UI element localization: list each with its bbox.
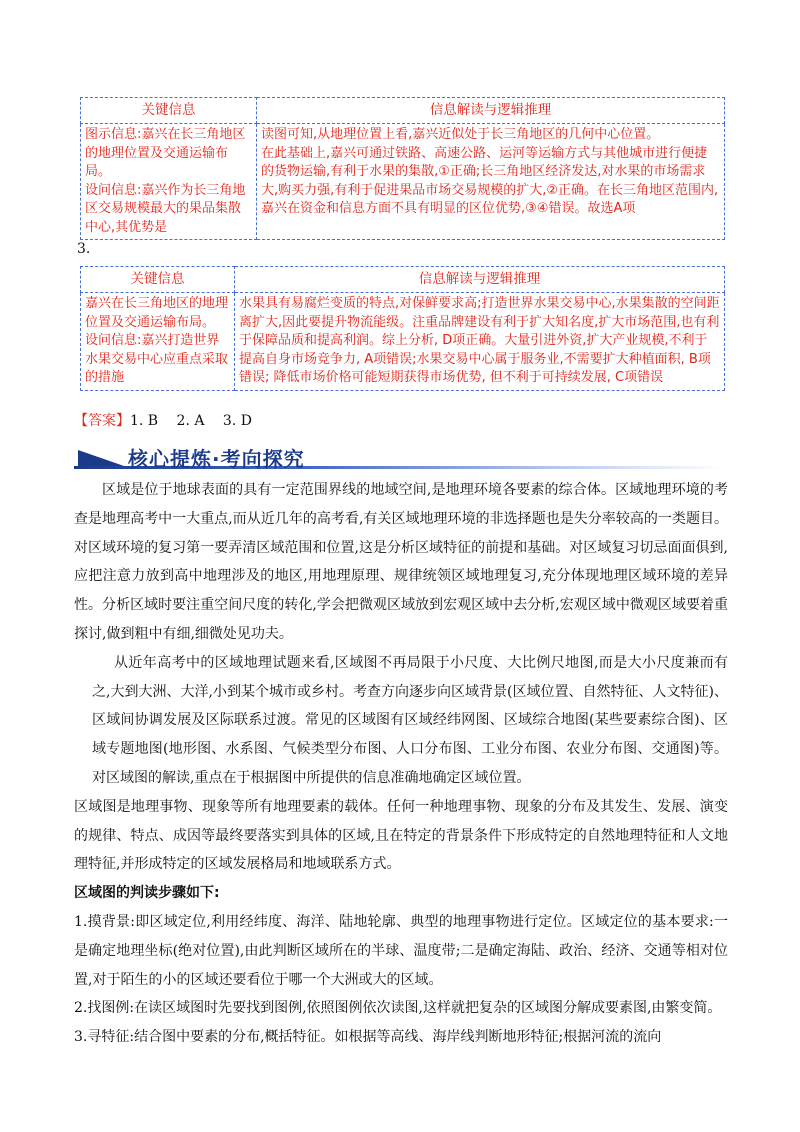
key-info-figure: 图示信息:嘉兴在长三角地区的地理位置及交通运输布局。 (85, 127, 246, 179)
paragraph-region-map: 区域图是地理事物、现象等所有地理要素的载体。任何一种地理事物、现象的分布及其发生、发展、演变的规律、特点、成因等最终要落实到具体的区域,且在特定的背景条件下形成特定的自然地理特征和人文地理特征,并形成特定的区域发展格局和地域联系方式。 (74, 798, 728, 873)
section-title: 核心提炼·考向探究 (128, 447, 305, 471)
paragraph-intro: 区域是位于地球表面的具有一定范围界线的地域空间,是地理环境各要素的综合体。区域地理环境的考查是地理高考中一大重点,而从近几年的高考看,有关区域地理环境的非选择题也是失分率较高的一类题目。对区域环境的复习第一要弄清区域范围和位置,这是分析区域特征的前提和基础。对区域复习切忌面面俱到,应把注意力放到高中地理涉及的地区,用地理原理、规律统领区域地理复习,充分体现地理区域环境的差异性。分析区域时要注重空间尺度的转化,学会把微观区域放到宏观区域中去分析,宏观区域中微观区域要着重探讨,做到粗中有细,细微处见功夫。 (74, 482, 728, 642)
article-body (74, 476, 728, 1052)
banner-triangle-icon (78, 450, 124, 466)
answer-label: 【答案】 (74, 413, 130, 429)
key-info-cell (81, 293, 235, 391)
reasoning-line-2: 在此基础上,嘉兴可通过铁路、高速公路、运河等运输方式与其他城市进行便捷的货物运输,有利于水果的集散,①正确;长三角地区经济发达,对水果的市场需求大,购买力强,有利于促进果品市场交易规模的扩大,②正确。在长三角地区范围内,嘉兴在资金和信息方面不具有明显的区位优势,③④错误。故选A项 (261, 145, 719, 216)
answer-line (74, 410, 252, 430)
steps-heading: 区域图的判读步骤如下: (74, 885, 220, 902)
step-2: 2.找图例:在读区域图时先要找到图例,依照图例依次读图,这样就把复杂的区域图分解成要素图,由繁变简。 (74, 1000, 722, 1017)
reasoning-cell (235, 293, 725, 391)
key-info-question: 设问信息:嘉兴打造世界水果交易中心应重点采取的措施 (85, 333, 229, 385)
section-banner (74, 443, 724, 471)
key-info-cell (81, 124, 257, 240)
reasoning-line-1: 读图可知,从地理位置上看,嘉兴近似处于长三角地区的几何中心位置。 (261, 127, 660, 142)
key-info-question: 设问信息:嘉兴作为长三角地区交易规模最大的果品集散中心,其优势是 (85, 182, 246, 235)
paragraph-exam-trend: 从近年高考中的区域地理试题来看,区域图不再局限于小尺度、大比例尺地图,而是大小尺度兼而有之,大到大洲、大洋,小到某个城市或乡村。考查方向逐步向区域背景(区域位置、自然特征、人文特征)、区域间协调发展及区际联系过渡。常见的区域图有区域经纬网图、区域综合地图(某些要素综合图)、区域专题地图(地形图、水系图、气候类型分布图、人口分布图、工业分布图、农业分布图、交通图)等。对区域图的解读,重点在于根据图中所提供的信息准确地确定区域位置。 (92, 654, 728, 786)
question-number: 3. (77, 241, 91, 257)
key-info-location: 嘉兴在长三角地区的地理位置及交通运输布局。 (85, 296, 229, 330)
reasoning-text: 水果具有易腐烂变质的特点,对保鲜要求高;打造世界水果交易中心,水果集散的空间距离扩大,因此要提升物流能级。注重品牌建设有利于扩大知名度,扩大市场范围,也有利于保障品质和提高利润。综上分析, D项正确。大量引进外资,扩大产业规模,不利于提高自身市场竞争力, A项错误;水果交易中心属于服务业,不需要扩大种植面积, B项错误; 降低市场价格可能短期获得市场优势, 但不利于可持续发展, C项错误 (239, 296, 720, 385)
header-key-info: 关键信息 (81, 267, 235, 293)
reasoning-cell (257, 124, 725, 240)
header-key-info: 关键信息 (81, 98, 257, 124)
analysis-table-q3 (80, 266, 725, 391)
step-3: 3.寻特征:结合图中要素的分布,概括特征。如根据等高线、海岸线判断地形特征;根据河流的流向 (74, 1029, 662, 1046)
header-reasoning: 信息解读与逻辑推理 (235, 267, 725, 293)
step-1: 1.摸背景:即区域定位,利用经纬度、海洋、陆地轮廓、典型的地理事物进行定位。区域定位的基本要求:一是确定地理坐标(绝对位置),由此判断区域所在的半球、温度带;二是确定海陆、政治、经济、交通等相对位置,对于陌生的小的区域还要看位于哪一个大洲或大的区域。 (74, 913, 728, 988)
analysis-table-q2 (80, 97, 725, 240)
header-reasoning: 信息解读与逻辑推理 (257, 98, 725, 124)
answer-values: 1. B 2. A 3. D (130, 413, 252, 429)
